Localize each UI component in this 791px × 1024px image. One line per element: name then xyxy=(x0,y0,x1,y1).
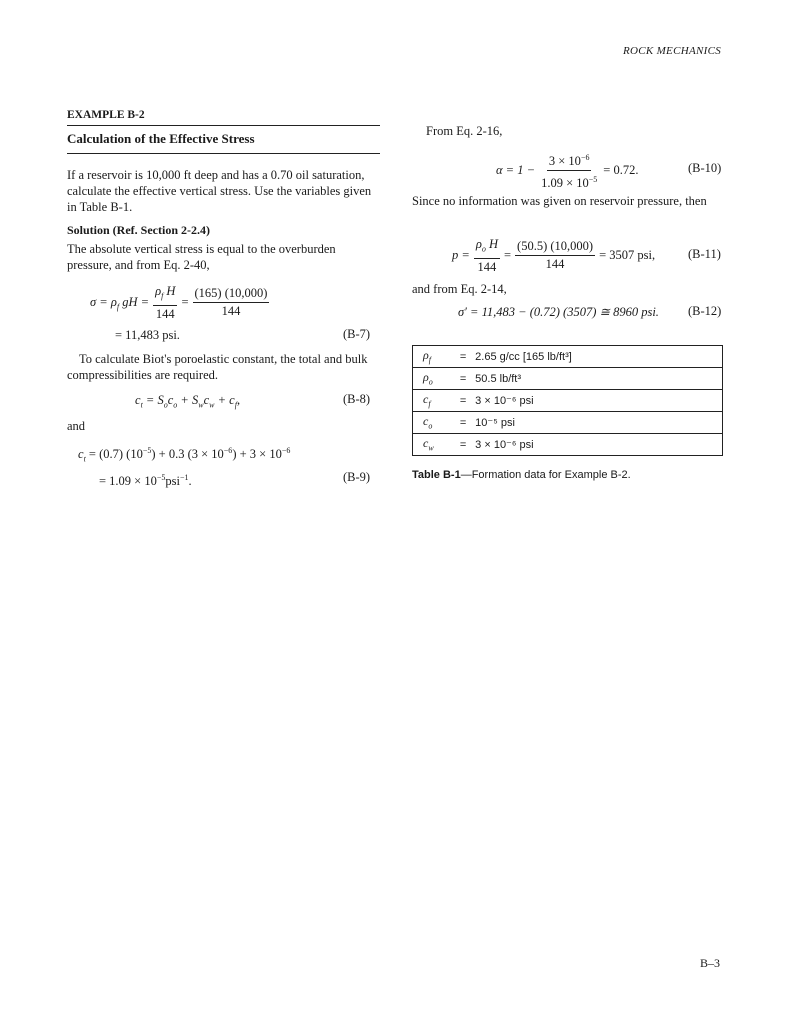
example-label: EXAMPLE B-2 xyxy=(67,109,145,121)
eq7-lhs: $\sigma = \rho_f$ gH = xyxy=(90,294,150,311)
running-head: ROCK MECHANICS xyxy=(623,45,722,57)
reservoir-pressure-paragraph: Since no information was given on reservoir pressure, then xyxy=(412,194,707,208)
title-rule-bottom xyxy=(67,153,380,154)
row-equals: = xyxy=(451,390,475,412)
table-caption: Table B-1—Formation data for Example B-2. xyxy=(412,469,631,481)
equation-b9-line1: $c_t = (0.7) (10^{-5}) + 0.3$ $(3 \times 10^{-6}) + 3 \times 10^{-6}$ xyxy=(78,446,291,464)
equation-b8: $c_t = S_oc_o + S_wc_w + c_f$, xyxy=(135,393,241,410)
row-value: 50.5 lb/ft³ xyxy=(475,368,722,390)
table-row xyxy=(413,346,722,368)
eq11-number: (B-11) xyxy=(688,247,721,261)
row-value: 3 × 10⁻⁶ psi xyxy=(475,390,722,412)
equation-b10: α = 1 − $\frac{3 \times 10^{-6}}{1.09 \times 10^{-5}}$ = 0.72. xyxy=(496,150,642,191)
and-word: and xyxy=(67,419,86,433)
eq7-result: = 11,483 psi. xyxy=(115,328,180,342)
eq12-number: (B-12) xyxy=(688,304,722,318)
row-value: 10⁻⁵ psi xyxy=(475,412,722,434)
eq7-fraction-1: $\frac{\rho_f H}{144}$ xyxy=(155,284,176,321)
problem-statement: If a reservoir is 10,000 ft deep and has a 0.70 oil saturation, calculate the effective vertical stress. Use the variables given in Table B-1. xyxy=(67,168,372,214)
eq7-fraction-2: $\frac{(165) (10,000)}{144}$ xyxy=(194,286,268,319)
row-symbol: $\rho_o$ xyxy=(413,368,451,390)
solution-paragraph: The absolute vertical stress is equal to the overburden pressure, and from Eq. 2-40, xyxy=(67,242,336,272)
example-title: Calculation of the Effective Stress xyxy=(67,131,255,146)
row-equals: = xyxy=(451,368,475,390)
eq9-number: (B-9) xyxy=(343,470,371,484)
equation-b12: σ′ = 11,483 − (0.72) (3507) ≅ 8960 psi. xyxy=(458,305,659,319)
row-equals: = xyxy=(451,346,475,368)
row-symbol: $\rho_f$ xyxy=(413,346,451,368)
eq11-fraction-2: $\frac{(50.5) (10,000)}{144}$ xyxy=(517,239,594,272)
table-row xyxy=(413,390,722,412)
row-symbol: $c_o$ xyxy=(413,412,451,434)
row-value: 2.65 g/cc [165 lb/ft³] xyxy=(475,346,722,368)
row-equals: = xyxy=(451,412,475,434)
equation-b9-line2: = $1.09 \times 10^{-5}psi^{-1}$. xyxy=(99,473,192,489)
eq7-number: (B-7) xyxy=(343,327,371,341)
eq10-fraction: $\frac{3 \times 10^{-6}}{1.09 \times 10^{-5}}$ xyxy=(539,150,599,191)
eq11-fraction-1: $\frac{\rho_o H}{144}$ xyxy=(475,237,498,274)
title-rule-top xyxy=(67,125,380,126)
from-eq-214-text: and from Eq. 2-14, xyxy=(412,282,507,296)
solution-heading: Solution (Ref. Section 2-2.4) xyxy=(67,223,210,237)
table-row xyxy=(413,412,722,434)
table-row xyxy=(413,368,722,390)
row-equals: = xyxy=(451,434,475,456)
formation-data-table xyxy=(412,345,723,456)
from-eq-text: From Eq. 2-16, xyxy=(426,124,503,138)
biot-paragraph: To calculate Biot's poroelastic constant, the total and bulk compressibilities are required. xyxy=(67,352,368,382)
row-value: 3 × 10⁻⁶ psi xyxy=(475,434,722,456)
equation-b7: $\sigma = \rho_f$ gH = $\frac{\rho_f H}{144}$ = $\frac{(165) (10,000)}{144}$ xyxy=(90,284,268,321)
table-row xyxy=(413,434,722,456)
equation-b11: p = $\frac{\rho_o H}{144}$ = $\frac{(50.5) (10,000)}{144}$ = 3507 psi, xyxy=(452,237,656,274)
page-number: B–3 xyxy=(700,956,721,970)
row-symbol: $c_w$ xyxy=(413,434,451,456)
row-symbol: $c_f$ xyxy=(413,390,451,412)
eq8-number: (B-8) xyxy=(343,392,371,406)
eq10-number: (B-10) xyxy=(688,161,722,175)
